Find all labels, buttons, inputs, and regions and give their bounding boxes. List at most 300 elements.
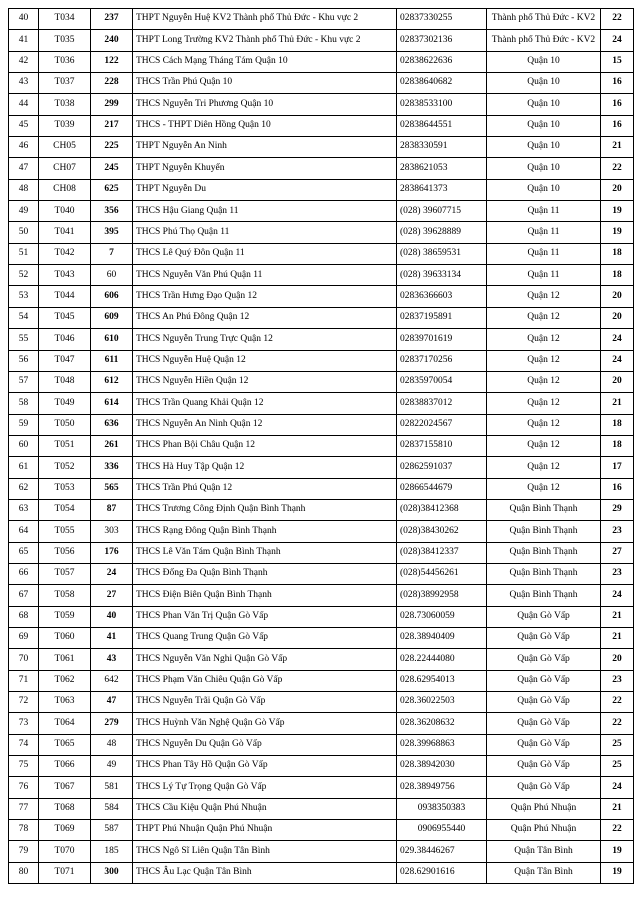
row-number: 61 <box>9 457 39 478</box>
row-number: 60 <box>9 435 39 456</box>
school-code: T037 <box>39 73 91 94</box>
room-count: 20 <box>601 371 634 392</box>
room-count: 23 <box>601 521 634 542</box>
school-number: 122 <box>91 51 133 72</box>
room-count: 23 <box>601 563 634 584</box>
phone-number: 2838621053 <box>397 158 487 179</box>
school-name: THCS Ngô Sĩ Liên Quận Tân Bình <box>133 841 397 862</box>
school-code: T036 <box>39 51 91 72</box>
school-code: T069 <box>39 820 91 841</box>
school-number: 60 <box>91 265 133 286</box>
district-name: Quận Gò Vấp <box>487 756 601 777</box>
phone-number: (028)54456261 <box>397 563 487 584</box>
school-name: THCS An Phú Đông Quận 12 <box>133 307 397 328</box>
phone-number: 028.62954013 <box>397 670 487 691</box>
row-number: 40 <box>9 9 39 30</box>
table-row <box>9 649 634 670</box>
phone-number: 0906955440 <box>397 820 487 841</box>
phone-number: 02838837012 <box>397 393 487 414</box>
room-count: 16 <box>601 478 634 499</box>
school-name: THCS Nguyễn An Ninh Quận 12 <box>133 414 397 435</box>
room-count: 21 <box>601 393 634 414</box>
row-number: 73 <box>9 713 39 734</box>
school-number: 299 <box>91 94 133 115</box>
district-name: Quận 10 <box>487 115 601 136</box>
school-code: T046 <box>39 329 91 350</box>
phone-number: (028) 39628889 <box>397 222 487 243</box>
table-row <box>9 457 634 478</box>
school-name: THCS Nguyễn Văn Nghi Quận Gò Vấp <box>133 649 397 670</box>
table-row <box>9 713 634 734</box>
table-row <box>9 670 634 691</box>
row-number: 66 <box>9 563 39 584</box>
room-count: 22 <box>601 158 634 179</box>
phone-number: 02838622636 <box>397 51 487 72</box>
table-row <box>9 585 634 606</box>
school-name: THCS Âu Lạc Quận Tân Bình <box>133 862 397 883</box>
school-name: THCS Cầu Kiệu Quận Phú Nhuận <box>133 798 397 819</box>
school-code: T052 <box>39 457 91 478</box>
row-number: 62 <box>9 478 39 499</box>
school-number: 581 <box>91 777 133 798</box>
district-name: Quận 10 <box>487 137 601 158</box>
school-code: T065 <box>39 734 91 755</box>
row-number: 56 <box>9 350 39 371</box>
school-number: 636 <box>91 414 133 435</box>
school-name: THCS Lý Tự Trọng Quận Gò Vấp <box>133 777 397 798</box>
school-name: THCS Quang Trung Quận Gò Vấp <box>133 627 397 648</box>
school-number: 587 <box>91 820 133 841</box>
school-code: T043 <box>39 265 91 286</box>
school-code: CH07 <box>39 158 91 179</box>
school-number: 176 <box>91 542 133 563</box>
district-name: Quận Tân Bình <box>487 862 601 883</box>
district-name: Quận 10 <box>487 158 601 179</box>
school-name: THCS Phan Bội Châu Quận 12 <box>133 435 397 456</box>
table-row <box>9 137 634 158</box>
school-number: 612 <box>91 371 133 392</box>
district-name: Quận Bình Thạnh <box>487 563 601 584</box>
table-row <box>9 73 634 94</box>
district-name: Quận Gò Vấp <box>487 670 601 691</box>
school-code: T053 <box>39 478 91 499</box>
row-number: 53 <box>9 286 39 307</box>
school-name: THCS Rạng Đông Quận Bình Thạnh <box>133 521 397 542</box>
row-number: 59 <box>9 414 39 435</box>
room-count: 18 <box>601 414 634 435</box>
table-row <box>9 862 634 883</box>
table-row <box>9 265 634 286</box>
school-name: THCS Trần Hưng Đạo Quận 12 <box>133 286 397 307</box>
district-name: Quận 12 <box>487 371 601 392</box>
school-number: 625 <box>91 179 133 200</box>
phone-number: 02862591037 <box>397 457 487 478</box>
school-number: 565 <box>91 478 133 499</box>
district-name: Quận 12 <box>487 414 601 435</box>
table-row <box>9 734 634 755</box>
school-code: T067 <box>39 777 91 798</box>
phone-number: (028) 39607715 <box>397 201 487 222</box>
district-name: Quận 10 <box>487 51 601 72</box>
row-number: 74 <box>9 734 39 755</box>
table-row <box>9 542 634 563</box>
school-name: THCS Trương Công Định Quận Bình Thạnh <box>133 499 397 520</box>
phone-number: (028)38992958 <box>397 585 487 606</box>
school-number: 240 <box>91 30 133 51</box>
row-number: 52 <box>9 265 39 286</box>
school-code: T050 <box>39 414 91 435</box>
room-count: 18 <box>601 243 634 264</box>
school-name: THPT Nguyễn Huệ KV2 Thành phố Thủ Đức - Khu vực 2 <box>133 9 397 30</box>
school-number: 356 <box>91 201 133 222</box>
table-row <box>9 94 634 115</box>
school-number: 609 <box>91 307 133 328</box>
row-number: 70 <box>9 649 39 670</box>
room-count: 24 <box>601 329 634 350</box>
table-row <box>9 692 634 713</box>
school-code: T039 <box>39 115 91 136</box>
table-row <box>9 393 634 414</box>
phone-number: 02839701619 <box>397 329 487 350</box>
school-code: T058 <box>39 585 91 606</box>
school-number: 611 <box>91 350 133 371</box>
row-number: 43 <box>9 73 39 94</box>
school-code: T051 <box>39 435 91 456</box>
phone-number: 0938350383 <box>397 798 487 819</box>
row-number: 71 <box>9 670 39 691</box>
school-number: 245 <box>91 158 133 179</box>
row-number: 78 <box>9 820 39 841</box>
phone-number: 02822024567 <box>397 414 487 435</box>
row-number: 44 <box>9 94 39 115</box>
school-name: THCS Điện Biên Quận Bình Thạnh <box>133 585 397 606</box>
school-number: 49 <box>91 756 133 777</box>
table-row <box>9 51 634 72</box>
school-name: THCS Nguyễn Hiền Quận 12 <box>133 371 397 392</box>
table-row <box>9 756 634 777</box>
phone-number: 02866544679 <box>397 478 487 499</box>
school-code: T056 <box>39 542 91 563</box>
table-row <box>9 158 634 179</box>
school-number: 261 <box>91 435 133 456</box>
district-name: Quận 12 <box>487 478 601 499</box>
school-number: 48 <box>91 734 133 755</box>
school-code: CH05 <box>39 137 91 158</box>
phone-number: (028)38412368 <box>397 499 487 520</box>
school-code: T061 <box>39 649 91 670</box>
school-number: 87 <box>91 499 133 520</box>
phone-number: 02837330255 <box>397 9 487 30</box>
district-name: Quận Gò Vấp <box>487 777 601 798</box>
school-name: THCS Trần Phú Quận 12 <box>133 478 397 499</box>
school-name: THPT Nguyễn An Ninh <box>133 137 397 158</box>
room-count: 19 <box>601 222 634 243</box>
school-code: T071 <box>39 862 91 883</box>
school-table <box>8 8 634 884</box>
room-count: 21 <box>601 137 634 158</box>
table-row <box>9 606 634 627</box>
school-number: 185 <box>91 841 133 862</box>
phone-number: 02836366603 <box>397 286 487 307</box>
school-number: 217 <box>91 115 133 136</box>
school-name: THCS Nguyễn Trung Trực Quận 12 <box>133 329 397 350</box>
room-count: 23 <box>601 670 634 691</box>
school-number: 303 <box>91 521 133 542</box>
phone-number: 028.39968863 <box>397 734 487 755</box>
table-body <box>9 9 634 884</box>
district-name: Quận 11 <box>487 265 601 286</box>
row-number: 54 <box>9 307 39 328</box>
school-code: T070 <box>39 841 91 862</box>
school-name: THCS Hậu Giang Quận 11 <box>133 201 397 222</box>
district-name: Quận Gò Vấp <box>487 627 601 648</box>
school-code: T060 <box>39 627 91 648</box>
room-count: 21 <box>601 798 634 819</box>
room-count: 24 <box>601 30 634 51</box>
school-name: THCS Cách Mạng Tháng Tám Quận 10 <box>133 51 397 72</box>
school-name: THCS - THPT Diên Hồng Quận 10 <box>133 115 397 136</box>
phone-number: 029.38446267 <box>397 841 487 862</box>
district-name: Quận 11 <box>487 201 601 222</box>
row-number: 42 <box>9 51 39 72</box>
room-count: 29 <box>601 499 634 520</box>
school-name: THPT Nguyễn Khuyến <box>133 158 397 179</box>
room-count: 20 <box>601 307 634 328</box>
school-code: T066 <box>39 756 91 777</box>
district-name: Quận 10 <box>487 73 601 94</box>
row-number: 50 <box>9 222 39 243</box>
row-number: 77 <box>9 798 39 819</box>
row-number: 63 <box>9 499 39 520</box>
school-code: T044 <box>39 286 91 307</box>
school-number: 228 <box>91 73 133 94</box>
table-row <box>9 841 634 862</box>
room-count: 16 <box>601 94 634 115</box>
district-name: Quận 12 <box>487 286 601 307</box>
phone-number: 02838640682 <box>397 73 487 94</box>
row-number: 51 <box>9 243 39 264</box>
district-name: Quận 10 <box>487 179 601 200</box>
phone-number: (028)38412337 <box>397 542 487 563</box>
phone-number: 028.62901616 <box>397 862 487 883</box>
school-number: 642 <box>91 670 133 691</box>
phone-number: 028.38949756 <box>397 777 487 798</box>
phone-number: 2838330591 <box>397 137 487 158</box>
table-row <box>9 201 634 222</box>
district-name: Quận 11 <box>487 222 601 243</box>
room-count: 15 <box>601 51 634 72</box>
district-name: Quận Gò Vấp <box>487 692 601 713</box>
room-count: 19 <box>601 862 634 883</box>
table-row <box>9 115 634 136</box>
phone-number: (028) 39633134 <box>397 265 487 286</box>
phone-number: 02835970054 <box>397 371 487 392</box>
school-code: T038 <box>39 94 91 115</box>
district-name: Quận Bình Thạnh <box>487 585 601 606</box>
school-code: T035 <box>39 30 91 51</box>
district-name: Quận Tân Bình <box>487 841 601 862</box>
district-name: Quận Gò Vấp <box>487 734 601 755</box>
phone-number: 2838641373 <box>397 179 487 200</box>
phone-number: 02838533100 <box>397 94 487 115</box>
school-number: 395 <box>91 222 133 243</box>
row-number: 49 <box>9 201 39 222</box>
table-row <box>9 499 634 520</box>
row-number: 55 <box>9 329 39 350</box>
table-row <box>9 30 634 51</box>
room-count: 17 <box>601 457 634 478</box>
district-name: Quận Phú Nhuận <box>487 798 601 819</box>
room-count: 25 <box>601 734 634 755</box>
district-name: Quận 12 <box>487 393 601 414</box>
phone-number: 028.38940409 <box>397 627 487 648</box>
district-name: Quận 12 <box>487 329 601 350</box>
school-name: THPT Nguyễn Du <box>133 179 397 200</box>
room-count: 22 <box>601 692 634 713</box>
table-row <box>9 820 634 841</box>
room-count: 22 <box>601 9 634 30</box>
phone-number: 028.36208632 <box>397 713 487 734</box>
school-name: THCS Nguyễn Tri Phương Quận 10 <box>133 94 397 115</box>
room-count: 20 <box>601 179 634 200</box>
row-number: 76 <box>9 777 39 798</box>
table-row <box>9 563 634 584</box>
table-row <box>9 350 634 371</box>
phone-number: 02837302136 <box>397 30 487 51</box>
row-number: 58 <box>9 393 39 414</box>
room-count: 20 <box>601 649 634 670</box>
school-name: THCS Phú Thọ Quận 11 <box>133 222 397 243</box>
district-name: Quận 12 <box>487 350 601 371</box>
table-row <box>9 307 634 328</box>
school-code: T054 <box>39 499 91 520</box>
room-count: 19 <box>601 201 634 222</box>
school-code: T062 <box>39 670 91 691</box>
school-number: 225 <box>91 137 133 158</box>
row-number: 48 <box>9 179 39 200</box>
table-row <box>9 414 634 435</box>
school-name: THPT Phú Nhuận Quận Phú Nhuận <box>133 820 397 841</box>
room-count: 21 <box>601 627 634 648</box>
district-name: Thành phố Thủ Đức - KV2 <box>487 30 601 51</box>
school-name: THCS Nguyễn Du Quận Gò Vấp <box>133 734 397 755</box>
school-number: 610 <box>91 329 133 350</box>
school-name: THPT Long Trường KV2 Thành phố Thủ Đức - Khu vực 2 <box>133 30 397 51</box>
school-code: T040 <box>39 201 91 222</box>
school-name: THCS Hà Huy Tập Quận 12 <box>133 457 397 478</box>
room-count: 18 <box>601 265 634 286</box>
school-name: THCS Nguyễn Huệ Quận 12 <box>133 350 397 371</box>
table-row <box>9 521 634 542</box>
room-count: 22 <box>601 820 634 841</box>
district-name: Quận 12 <box>487 435 601 456</box>
school-number: 237 <box>91 9 133 30</box>
school-code: T045 <box>39 307 91 328</box>
school-number: 40 <box>91 606 133 627</box>
school-name: THCS Nguyễn Trãi Quận Gò Vấp <box>133 692 397 713</box>
row-number: 75 <box>9 756 39 777</box>
school-number: 41 <box>91 627 133 648</box>
row-number: 57 <box>9 371 39 392</box>
table-row <box>9 435 634 456</box>
row-number: 67 <box>9 585 39 606</box>
school-number: 24 <box>91 563 133 584</box>
school-name: THCS Huỳnh Văn Nghệ Quận Gò Vấp <box>133 713 397 734</box>
school-code: T034 <box>39 9 91 30</box>
row-number: 79 <box>9 841 39 862</box>
school-name: THCS Trần Phú Quận 10 <box>133 73 397 94</box>
phone-number: 02837195891 <box>397 307 487 328</box>
room-count: 24 <box>601 350 634 371</box>
school-number: 584 <box>91 798 133 819</box>
school-name: THCS Đống Đa Quận Bình Thạnh <box>133 563 397 584</box>
school-name: THCS Phan Văn Trị Quận Gò Vấp <box>133 606 397 627</box>
school-code: T063 <box>39 692 91 713</box>
school-name: THCS Lê Văn Tám Quận Bình Thạnh <box>133 542 397 563</box>
school-number: 606 <box>91 286 133 307</box>
school-code: CH08 <box>39 179 91 200</box>
room-count: 24 <box>601 585 634 606</box>
school-code: T057 <box>39 563 91 584</box>
phone-number: (028)38430262 <box>397 521 487 542</box>
school-number: 614 <box>91 393 133 414</box>
table-row <box>9 777 634 798</box>
row-number: 68 <box>9 606 39 627</box>
school-code: T068 <box>39 798 91 819</box>
room-count: 19 <box>601 841 634 862</box>
table-row <box>9 329 634 350</box>
phone-number: 02837170256 <box>397 350 487 371</box>
school-name: THCS Phạm Văn Chiêu Quận Gò Vấp <box>133 670 397 691</box>
school-code: T059 <box>39 606 91 627</box>
district-name: Quận Phú Nhuận <box>487 820 601 841</box>
table-row <box>9 243 634 264</box>
table-row <box>9 627 634 648</box>
district-name: Quận Gò Vấp <box>487 606 601 627</box>
school-number: 336 <box>91 457 133 478</box>
row-number: 69 <box>9 627 39 648</box>
school-number: 47 <box>91 692 133 713</box>
school-number: 279 <box>91 713 133 734</box>
phone-number: 028.38942030 <box>397 756 487 777</box>
table-row <box>9 478 634 499</box>
school-code: T055 <box>39 521 91 542</box>
room-count: 27 <box>601 542 634 563</box>
district-name: Quận 12 <box>487 307 601 328</box>
district-name: Quận Bình Thạnh <box>487 499 601 520</box>
phone-number: 028.73060059 <box>397 606 487 627</box>
phone-number: 028.22444080 <box>397 649 487 670</box>
room-count: 24 <box>601 777 634 798</box>
district-name: Quận 12 <box>487 457 601 478</box>
row-number: 47 <box>9 158 39 179</box>
row-number: 45 <box>9 115 39 136</box>
school-code: T047 <box>39 350 91 371</box>
phone-number: 028.36022503 <box>397 692 487 713</box>
room-count: 20 <box>601 286 634 307</box>
table-row <box>9 222 634 243</box>
school-number: 43 <box>91 649 133 670</box>
row-number: 72 <box>9 692 39 713</box>
school-name: THCS Nguyễn Văn Phú Quận 11 <box>133 265 397 286</box>
school-number: 300 <box>91 862 133 883</box>
row-number: 46 <box>9 137 39 158</box>
school-name: THCS Trần Quang Khải Quận 12 <box>133 393 397 414</box>
room-count: 22 <box>601 713 634 734</box>
table-row <box>9 9 634 30</box>
school-name: THCS Lê Quý Đôn Quận 11 <box>133 243 397 264</box>
phone-number: (028) 38659531 <box>397 243 487 264</box>
